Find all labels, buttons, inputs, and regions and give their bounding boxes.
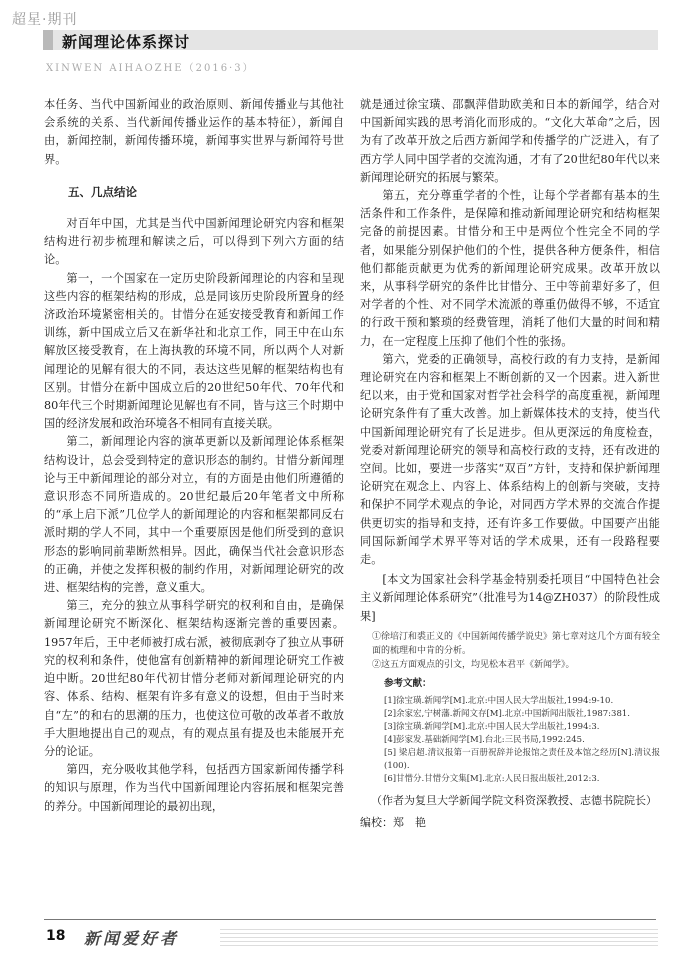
footnotes [360, 630, 660, 672]
right-column [360, 96, 660, 832]
intro-paragraph: 本任务、当代中国新闻业的政治原则、新闻传播业与其他社会系统的关系、当代新闻传播业运作的基本特征），新闻自由，新闻控制，新闻传播环境，新闻事实世界与新闻符号世界。 [44, 98, 344, 166]
left-column [44, 96, 344, 816]
reference-item: [2]余家宏,宁树藩.新闻文存[M].北京:中国新闻出版社,1987:381. [384, 709, 630, 720]
header-brand: 超星·期刊 [12, 12, 78, 28]
funding-note: [本文为国家社会科学基金特别委托项目“中国特色社会主义新闻理论体系研究”（批准号为14@ZH037）的阶段性成果] [360, 573, 660, 623]
paragraph: 第六，党委的正确领导，高校行政的有力支持，是新闻理论研究在内容和框架上不断创新的又一个因素。进入新世纪以来，由于党和国家对哲学社会科学的高度重视，新闻理论研究条件有了重大改善。加上新媒体技术的支持，使当代中国新闻理论研究有了长足进步。但从更深远的角度检查，党委对新闻理论研究的领导和高校行政的支持，还有改进的空间。比如，要进一步落实“双百”方针，支持和保护新闻理论研究在观念上、内容上、体系结构上的创新与突破，支持和保护不同学术观点的争论，对同西方学术界的交流合作提供更切实的指导和支持，还有许多工作要做。中国要产出能同国际新闻学术界平等对话的学术成果，还有一段路程要走。 [360, 352, 660, 567]
header-bar-accent [43, 30, 53, 50]
reference-item: [1]徐宝璜.新闻学[M].北京:中国人民大学出版社,1994:9-10. [384, 696, 614, 707]
footer-divider [44, 919, 656, 920]
paragraph: 第三，充分的独立从事科学研究的权利和自由，是确保新闻理论研究不断深化、框架结构逐渐完善的重要因素。1957年后，王中老师被打成右派，被彻底剥夺了独立从事研究的权利和条件，使他富有创新精神的新闻理论研究工作被迫中断。20世纪80年代初甘惜分老师对新闻理论研究的内容、体系、结构、框架有许多有意义的设想，但由于当时来自“左”的和右的思潮的压力，也使这位可敬的改革者不敢放手大胆地提出自己的观点，有的观点虽有提及也未能展开充分的论证。 [44, 599, 344, 758]
footnote: ①徐培汀和裘正义的《中国新闻传播学说史》第七章对这几个方面有较全面的梳理和中肯的分析。 [372, 631, 661, 656]
paragraph: 第一，一个国家在一定历史阶段新闻理论的内容和呈现这些内容的框架结构的形成，总是同该历史阶段所置身的经济政治环境紧密相关的。甘惜分在延安接受教育和新闻工作训练，新中国成立后又在新华社和北京工作，同王中在山东解放区接受教育，在上海执教的环境不同，所以两个人对新闻理论的见解有很大的不同，表达这些见解的框架结构也有区别。甘惜分在新中国成立后的20世纪50年代、70年代和80年代三个时期新闻理论见解也有不同，皆与这三个时期中国的经济发展和政治环境各不相同有直接关联。 [44, 271, 344, 431]
section-title: 新闻理论体系探讨 [62, 33, 191, 51]
paragraph: 对百年中国，尤其是当代中国新闻理论研究内容和框架结构进行初步梳理和解读之后，可以得到下列六方面的结论。 [44, 217, 344, 267]
footer-stripes [220, 929, 658, 947]
editor-credit: 编校：郑 艳 [360, 816, 426, 830]
references-heading: 参考文献： [384, 677, 432, 689]
paragraph: 第五，充分尊重学者的个性，让每个学者都有基本的生活条件和工作条件，是保障和推动新闻理论研究和结构框架完备的前提因素。甘惜分和王中是两位个性完全不同的学者，如果能分别保护他们的个性，提供各种方便条件，相信他们都能贡献更为优秀的新闻理论研究成果。改革开放以来，从事科学研究的条件比甘惜分、王中等前辈好多了，但对学者的个性、对不同学术流派的尊重仍做得不够，不适宜的行政干预和繁琐的经费管理，消耗了他们大量的时间和精力，在一定程度上压抑了他们个性的张扬。 [360, 189, 660, 348]
reference-item: [4]彭家发.基础新闻学[M].台北:三民书局,1992:245. [384, 735, 585, 746]
conclusion-heading: 五、几点结论 [68, 184, 137, 199]
footnote: ②这五方面观点的引文，均见松本君平《新闻学》。 [372, 659, 575, 670]
reference-item: [5] 梁启超.清议报第一百册祝辞并论报馆之责任及本馆之经历[N].清议报(100). [384, 748, 660, 772]
magazine-logo: 新闻爱好者 [84, 929, 180, 948]
author-note: （作者为复旦大学新闻学院文科资深教授、志德书院院长） [371, 794, 657, 808]
page-number: 18 [46, 928, 66, 944]
paragraph: 第二，新闻理论内容的演革更新以及新闻理论体系框架结构设计，总会受到特定的意识形态的制约。甘惜分新闻理论与王中新闻理论的部分对立，有的方面是由他们所遵循的意识形态不同所造成的。20世纪最后20年笔者文中所称的“承上启下派”几位学人的新闻理论的内容和框架都同反右派时期的学人不同，其中一个重要原因是他们所受到的意识形态的影响同前辈断然相异。因此，确保当代社会意识形态的正确，并使之发挥积极的制约作用，对新闻理论研究的改进、框架结构的完善，意义重大。 [44, 435, 344, 595]
reference-item: [3]徐宝璜.新闻学[M].北京:中国人民大学出版社,1994:3. [384, 722, 600, 733]
continued-paragraph: 就是通过徐宝璜、邵飘萍借助欧美和日本的新闻学，结合对中国新闻实践的思考消化而形成的。“文化大革命”之后，因为有了改革开放之后西方新闻学和传播学的广泛进入，有了西方学人同中国学者的交流沟通，才有了20世纪80年代以来新闻理论研究的拓展与繁荣。 [360, 98, 660, 184]
paragraph: 第四，充分吸收其他学科，包括西方国家新闻传播学科的知识与原理，作为当代中国新闻理论内容拓展和框架完善的养分。中国新闻理论的最初出现， [44, 763, 344, 813]
reference-item: [6]甘惜分.甘惜分文集[M].北京:人民日报出版社,2012:3. [384, 774, 600, 785]
journal-issue-line: XINWEN AIHAOZHE（2016·3） [46, 63, 255, 74]
